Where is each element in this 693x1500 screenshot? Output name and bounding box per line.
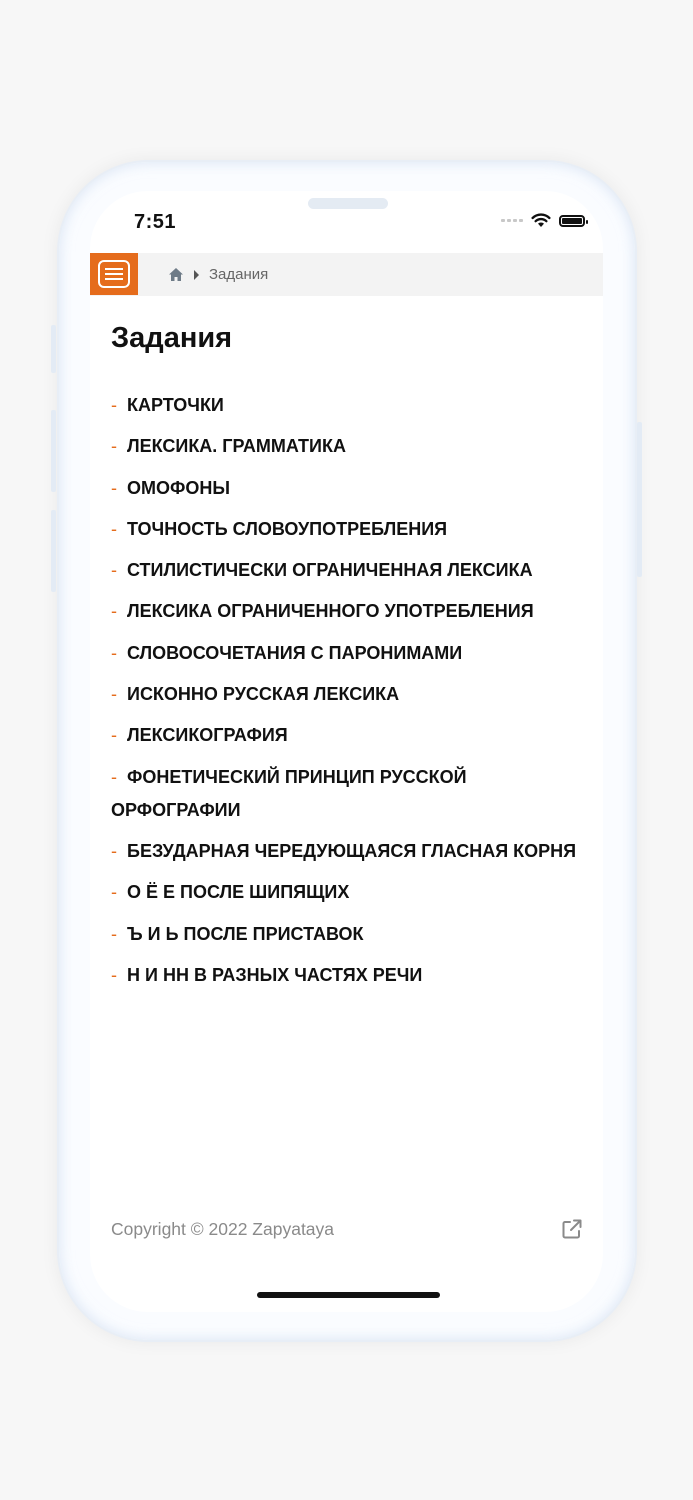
task-label: СЛОВОСОЧЕТАНИЯ С ПАРОНИМАМИ <box>127 642 463 663</box>
task-item[interactable] <box>111 876 581 909</box>
speaker-grille <box>308 198 388 209</box>
page-title: Задания <box>111 322 233 354</box>
task-item[interactable] <box>111 835 581 868</box>
menu-icon <box>98 260 130 288</box>
task-list <box>111 389 581 1000</box>
home-indicator[interactable] <box>257 1292 440 1298</box>
task-item[interactable] <box>111 472 581 505</box>
task-label: СТИЛИСТИЧЕСКИ ОГРАНИЧЕННАЯ ЛЕКСИКА <box>127 560 533 581</box>
home-icon[interactable] <box>168 267 184 282</box>
status-icons <box>501 213 585 228</box>
bullet-dash: - <box>111 766 117 787</box>
battery-icon <box>559 215 585 227</box>
task-label: Н И НН В РАЗНЫХ ЧАСТЯХ РЕЧИ <box>127 964 423 985</box>
task-item[interactable] <box>111 761 581 827</box>
task-label: ЛЕКСИКОГРАФИЯ <box>127 725 288 746</box>
bullet-dash: - <box>111 684 117 705</box>
bullet-dash: - <box>111 518 117 539</box>
footer <box>111 1217 583 1241</box>
bullet-dash: - <box>111 642 117 663</box>
bullet-dash: - <box>111 395 117 415</box>
task-item[interactable] <box>111 918 581 951</box>
task-item[interactable] <box>111 719 581 752</box>
menu-button[interactable] <box>90 253 138 295</box>
signal-dots-icon <box>501 219 523 222</box>
top-bar <box>90 253 603 296</box>
breadcrumb-current: Задания <box>209 266 269 283</box>
status-time: 7:51 <box>134 211 177 233</box>
task-label: ФОНЕТИЧЕСКИЙ ПРИНЦИП РУССКОЙ ОРФОГРАФИИ <box>111 766 467 820</box>
bullet-dash: - <box>111 964 117 985</box>
task-label: О Ё Е ПОСЛЕ ШИПЯЩИХ <box>127 882 350 903</box>
power-button <box>637 422 642 577</box>
task-label: ЛЕКСИКА. ГРАММАТИКА <box>127 436 346 457</box>
breadcrumb <box>168 253 268 296</box>
task-label: Ъ И Ь ПОСЛЕ ПРИСТАВОК <box>127 923 364 944</box>
task-item[interactable] <box>111 389 581 422</box>
task-item[interactable] <box>111 430 581 463</box>
bullet-dash: - <box>111 436 117 457</box>
wifi-icon <box>531 213 551 228</box>
task-item[interactable] <box>111 513 581 546</box>
app-screen <box>90 191 603 1312</box>
bullet-dash: - <box>111 725 117 746</box>
task-label: ТОЧНОСТЬ СЛОВОУПОТРЕБЛЕНИЯ <box>127 518 448 539</box>
task-label: КАРТОЧКИ <box>127 395 224 415</box>
task-item[interactable] <box>111 637 581 670</box>
task-label: ЛЕКСИКА ОГРАНИЧЕННОГО УПОТРЕБЛЕНИЯ <box>127 601 534 622</box>
bullet-dash: - <box>111 601 117 622</box>
task-label: ОМОФОНЫ <box>127 477 230 498</box>
bullet-dash: - <box>111 560 117 581</box>
bullet-dash: - <box>111 882 117 903</box>
external-link-icon[interactable] <box>561 1218 583 1240</box>
task-label: БЕЗУДАРНАЯ ЧЕРЕДУЮЩАЯСЯ ГЛАСНАЯ КОРНЯ <box>127 840 577 861</box>
silent-switch <box>51 325 56 373</box>
task-item[interactable] <box>111 678 581 711</box>
task-label: ИСКОННО РУССКАЯ ЛЕКСИКА <box>127 684 400 705</box>
bullet-dash: - <box>111 477 117 498</box>
bullet-dash: - <box>111 923 117 944</box>
volume-down-button <box>51 510 56 592</box>
task-item[interactable] <box>111 959 581 992</box>
task-item[interactable] <box>111 595 581 628</box>
bullet-dash: - <box>111 840 117 861</box>
chevron-right-icon <box>194 270 199 280</box>
volume-up-button <box>51 410 56 492</box>
task-item[interactable] <box>111 554 581 587</box>
copyright-text: Copyright © 2022 Zapyataya <box>111 1218 335 1239</box>
